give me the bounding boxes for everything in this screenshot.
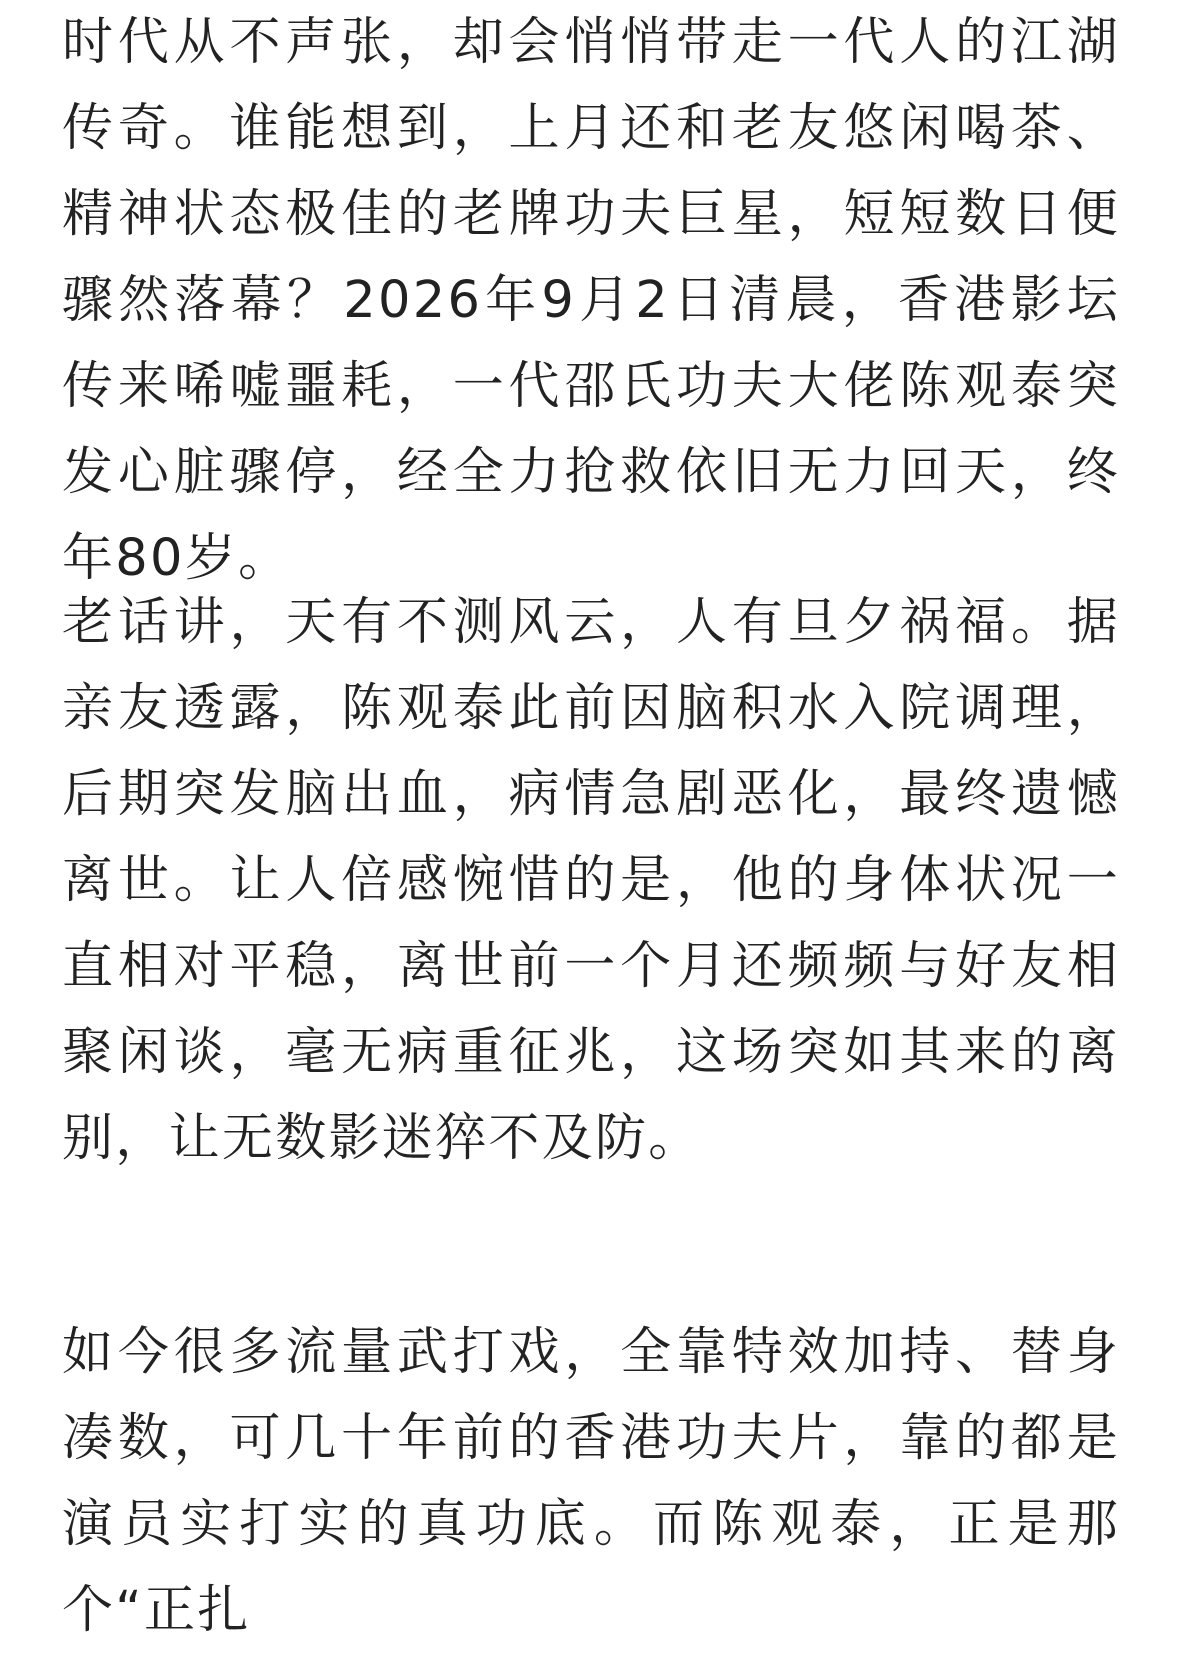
paragraph-1: 时代从不声张，却会悄悄带走一代人的江湖传奇。谁能想到，上月还和老友悠闲喝茶、精神状态极佳的老牌功夫巨星，短短数日便骤然落幕？2026年9月2日清晨，香港影坛传来唏嘘噩耗，一代邵氏功夫大佬陈观泰突发心脏骤停，经全力抢救依旧无力回天，终年80岁。 — [62, 13, 1120, 588]
paragraph-2: 老话讲，天有不测风云，人有旦夕祸福。据亲友透露，陈观泰此前因脑积水入院调理，后期突发脑出血，病情急剧恶化，最终遗憾离世。让人倍感惋惜的是，他的身体状况一直相对平稳，离世前一个月还频频与好友相聚闲谈，毫无病重征兆，这场突如其来的离别，让无数影迷猝不及防。 — [62, 593, 1120, 1168]
paragraph-3: 如今很多流量武打戏，全靠特效加持、替身凑数，可几十年前的香港功夫片，靠的都是演员实打实的真功底。而陈观泰，正是那个“正扎 — [62, 1323, 1120, 1640]
